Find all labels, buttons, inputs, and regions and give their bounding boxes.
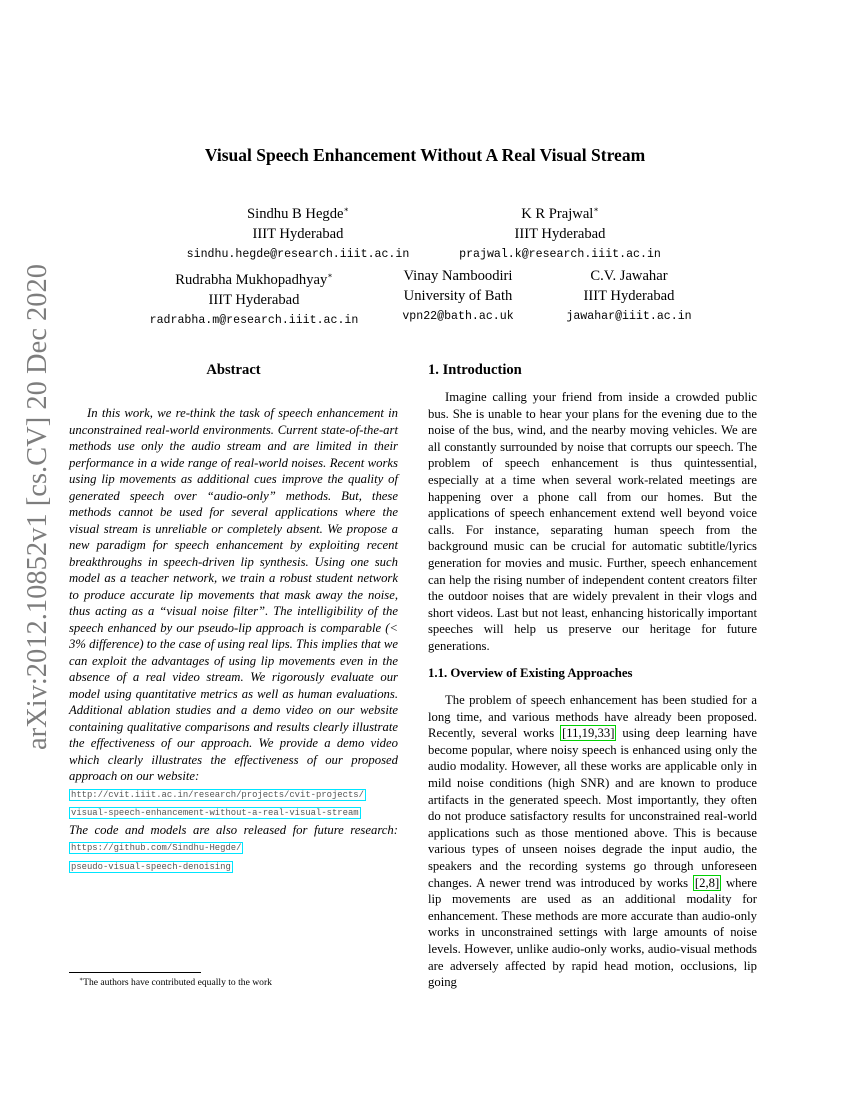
author-email[interactable]: jawahar@iiit.ac.in — [566, 310, 692, 323]
paper-title: Visual Speech Enhancement Without A Real Visual Stream — [204, 145, 646, 165]
author-email[interactable]: prajwal.k@research.iiit.ac.in — [459, 248, 661, 261]
project-url[interactable] — [69, 785, 398, 804]
author-name: Rudrabha Mukhopadhyay — [175, 272, 328, 288]
author-block — [430, 200, 690, 264]
equal-contribution-mark: ∗ — [593, 205, 599, 214]
citation-link[interactable]: [11,19,33] — [562, 726, 615, 741]
introduction-paragraph: Imagine calling your friend from inside a crowded public bus. She is unable to hear your plans for the evening due to the noise of the bus, wind, and the nearby moving vehicles. We are all constantly surrounded by noise that corrupts our speech. The problem of speech enhancement is thus quintessential, especially at a time when several work-related meetings are happening over a phone call from our homes. But the applications of speech enhancement extend well beyond voice calls. For instance, separating human speech from the background music can be crucial for automatic subtitle/lyrics generation for movies and music. Further, speech enhancement can help the rising number of independent content creators filter the outdoor noises that are widely prevalent in their vlogs and short videos. Last but not least, enhancing historically important speeches will help us preserve our heritage for future generations. — [428, 390, 757, 653]
footnote-divider — [69, 972, 201, 973]
author-block — [548, 266, 710, 326]
author-affiliation: IIIT Hyderabad — [252, 226, 344, 242]
code-release-text: The code and models are also released for future research: — [69, 822, 398, 837]
subsection-heading-overview: 1.1. Overview of Existing Approaches — [428, 666, 633, 680]
author-affiliation: IIIT Hyderabad — [514, 226, 606, 242]
author-affiliation: IIIT Hyderabad — [583, 288, 675, 304]
project-url-line-1[interactable]: http://cvit.iiit.ac.in/research/projects/cvit-projects/ — [71, 789, 364, 800]
overview-text-b: using deep learning have become popular, where noisy speech is enhanced using only the audio modality. However, all these works are applicable only in mild noise conditions (high SNR) and are known to produce artifacts in the generated speech. Most importantly, they often do not produce satisfactory results for unconstrained real-world applications such as those mentioned above. This is because various types of unseen noises degrade the input audio, the speakers and the recording systems go through unforeseen changes. A newer trend was introduced by works — [428, 726, 757, 890]
arxiv-watermark: arXiv:2012.10852v1 [cs.CV] 20 Dec 2020 — [22, 263, 53, 750]
author-affiliation: IIIT Hyderabad — [208, 292, 300, 308]
abstract-body — [69, 405, 398, 875]
author-block — [170, 200, 426, 264]
author-email[interactable]: sindhu.hegde@research.iiit.ac.in — [186, 248, 410, 261]
abstract-text: In this work, we re-think the task of speech enhancement in unconstrained real-world environments. Current state-of-the-art methods use only the audio stream and are limited in their performance in a wide range of real-world noises. Recent works using lip movements as additional cues improve the quality of generated speech over “audio-only” methods. But, these methods cannot be used for several applications where the visual stream is unreliable or completely absent. We propose a new paradigm for speech enhancement by exploiting recent breakthroughs in speech-driven lip synthesis. Using one such model as a teacher network, we train a robust student network to produce accurate lip movements that mask away the noise, thus acting as a “visual noise filter”. The intelligibility of the speech enhanced by our pseudo-lip approach is comparable (< 3% difference) to the case of using real lips. This implies that we can exploit the advantages of using lip movements even in the absence of a real video stream. We rigorously evaluate our model using quantitative metrics as well as human evaluations. Additional ablation studies and a demo video on our website containing qualitative comparisons and results clearly illustrate the effectiveness of our approach. We provide a demo video which clearly illustrates the effectiveness of our proposed approach on our website: — [69, 406, 398, 783]
project-url-line-2[interactable]: visual-speech-enhancement-without-a-real-visual-stream — [71, 808, 359, 818]
project-url-cont[interactable] — [69, 803, 398, 822]
author-block — [384, 266, 532, 326]
equal-contribution-mark: ∗ — [327, 271, 333, 280]
author-email[interactable]: radrabha.m@research.iiit.ac.in — [149, 314, 359, 327]
footnote-text: The authors have contributed equally to the work — [83, 977, 272, 989]
author-name: Vinay Namboodiri — [403, 268, 513, 284]
author-name: Sindhu B Hegde — [247, 206, 344, 222]
footnote-mark: ∗ — [79, 977, 84, 983]
section-heading-introduction: 1. Introduction — [428, 362, 522, 378]
author-block — [124, 266, 384, 330]
author-name: C.V. Jawahar — [590, 268, 668, 284]
overview-text-a: The problem of speech enhancement has been studied for a long time, and various methods have already been proposed. Recently, several works — [428, 693, 757, 741]
citation-link[interactable]: [2,8] — [694, 875, 720, 890]
equal-contribution-mark: ∗ — [343, 205, 349, 214]
author-affiliation: University of Bath — [403, 288, 513, 304]
overview-text-c: where lip movements are used as an additional modality for enhancement. These methods are more accurate than audio-only works in unconstrained settings with large amounts of noise levels. However, unlike audio-only works, audio-visual methods are adversely affected by rapid head motion, occlusions, lip going — [428, 875, 758, 990]
author-name: K R Prajwal — [521, 206, 594, 222]
abstract-heading: Abstract — [206, 362, 261, 378]
github-url-line-2[interactable]: pseudo-visual-speech-denoising — [71, 861, 231, 872]
github-url-line-1[interactable]: https://github.com/Sindhu-Hegde/ — [71, 843, 242, 853]
author-email[interactable]: vpn22@bath.ac.uk — [402, 310, 514, 323]
overview-paragraph — [428, 692, 757, 991]
footnote — [79, 976, 272, 988]
